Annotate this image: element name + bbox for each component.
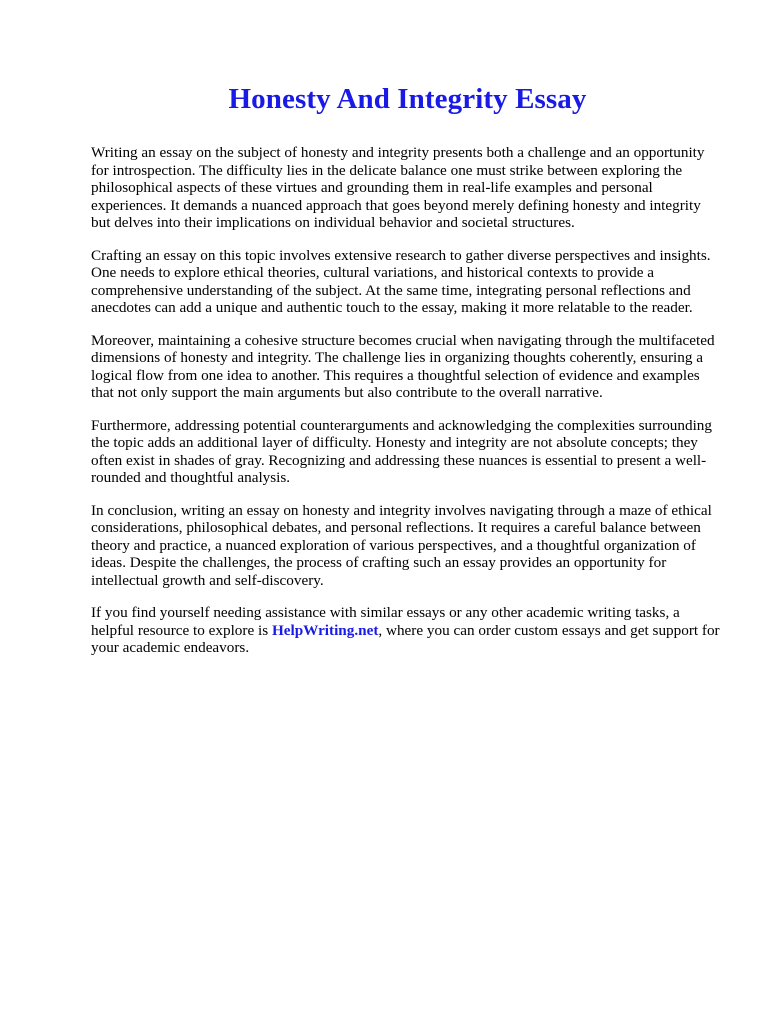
closing-text-before-link: If you find yourself needing assistance with similar essays or any other academic writing tasks, a helpful resource to explore is (91, 604, 680, 639)
helpwriting-link[interactable]: HelpWriting.net (271, 621, 379, 639)
document-title: Honesty And Integrity Essay (228, 83, 587, 115)
paragraph-research: Crafting an essay on this topic involves extensive research to gather diverse perspectives and insights. One needs to explore ethical theories, cultural variations, and historical contexts to provide a comprehensive understanding of the subject. At the same time, integrating personal reflections and anecdotes can add a unique and authentic touch to the essay, making it more relatable to the reader. (91, 246, 711, 316)
paragraph-closing (91, 604, 724, 657)
paragraph-intro: Writing an essay on the subject of honesty and integrity presents both a challenge and an opportunity for introspection. The difficulty lies in the delicate balance one must strike between exploring the philosophical aspects of these virtues and grounding them in real-life examples and personal experiences. It demands a nuanced approach that goes beyond merely defining honesty and integrity but delves into their implications on individual behavior and societal structures. (91, 144, 705, 231)
document-body (91, 144, 724, 657)
paragraph-structure: Moreover, maintaining a cohesive structure becomes crucial when navigating through the multifaceted dimensions of honesty and integrity. The challenge lies in organizing thoughts coherently, ensuring a logical flow from one idea to another. This requires a thoughtful selection of evidence and examples that not only support the main arguments but also contribute to the overall narrative. (91, 331, 715, 401)
closing-text-after-link: , where you can order custom essays and get support for your academic endeavors. (91, 621, 720, 656)
paragraph-counterarguments: Furthermore, addressing potential counterarguments and acknowledging the complexities surrounding the topic adds an additional layer of difficulty. Honesty and integrity are not absolute concepts; they often exist in shades of gray. Recognizing and addressing these nuances is essential to present a well-rounded and thoughtful analysis. (91, 416, 712, 486)
paragraph-conclusion: In conclusion, writing an essay on honesty and integrity involves navigating through a maze of ethical considerations, philosophical debates, and personal reflections. It requires a careful balance between theory and practice, a nuanced exploration of various perspectives, and a thoughtful organization of ideas. Despite the challenges, the process of crafting such an essay provides an opportunity for intellectual growth and self-discovery. (91, 501, 712, 589)
